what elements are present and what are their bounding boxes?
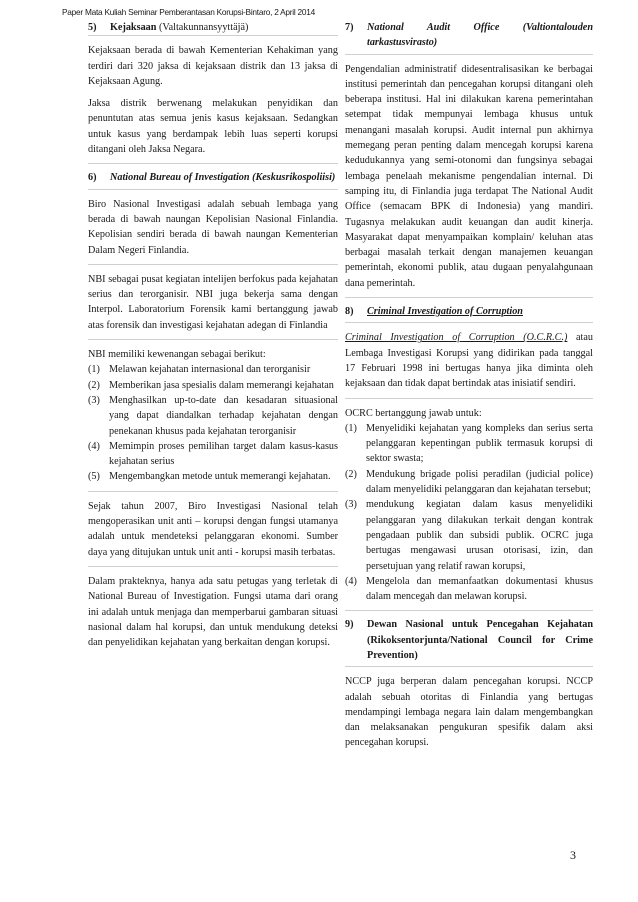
- section-number: 6): [88, 172, 97, 184]
- section-8-body: [345, 323, 593, 397]
- paragraph: Kejaksaan berada di bawah Kementerian Kehakiman yang terdiri dari 320 jaksa di kejaksaan distrik dan 13 jaksa di Kejaksaan Agung.: [88, 45, 338, 87]
- divider: [345, 297, 593, 298]
- section-subtitle: (Valtakunnansyyttäjä): [158, 22, 249, 33]
- paragraph: NBI sebagai pusat kegiatan intelijen berfokus pada kejahatan serius dan terorganisir. NBI juga bekerja sama dengan Interpol. Laboratorium Forensik kami bertanggung jawab atas forensik dan investigasi kejahatan adegan di Finlandia: [88, 273, 338, 331]
- nbi-authority-list: [88, 362, 338, 484]
- section-number: 5): [88, 22, 97, 33]
- list-item: (5) Mengembangkan metode untuk memerangi kejahatan.: [88, 471, 331, 483]
- section-6-heading: [88, 170, 338, 185]
- section-6-body: [88, 567, 338, 656]
- paragraph: Biro Nasional Investigasi adalah sebuah lembaga yang berada di bawah naungan Kepolisian Nasional Finlandia. Kepolisian sendiri berada di bawah naungan Kementerian Dalam Negeri Finlandia.: [88, 198, 338, 256]
- page-header: Paper Mata Kuliah Seminar Pemberantasan Korupsi-Bintaro, 2 April 2014: [62, 7, 316, 17]
- list-item: (1) Melawan kejahatan internasional dan terorganisir: [88, 364, 311, 376]
- paragraph: OCRC bertanggung jawab untuk:: [345, 407, 482, 419]
- section-title: Dewan Nasional untuk Pencegahan Kejahatan (Rikoksentorjunta/National Council for Crime Prevention): [367, 619, 593, 661]
- section-6-body: [88, 190, 338, 264]
- section-5-heading: [88, 20, 338, 35]
- right-column: [345, 20, 593, 757]
- section-7-heading: [345, 20, 593, 51]
- section-number: 8): [345, 306, 354, 318]
- paragraph: Pengendalian administratif didesentralisasikan ke berbagai institusi pemerintah dan pencegahan korupsi ditangani oleh beberapa institusi. Hal ini dilakukan karena pemerintahan setempat tidak mempunyai lembaga khusus untuk menangani masalah korupsi. Audit internal pun akhirnya memegang peran penting dalam mencegah korupsi karena kedudukannya yang semi-otonomi dan fungsinya sebagai lembaga penelaah mekanisme pengendalian internal. Di samping itu, di Finlandia juga terdapat The National Audit Office (semacam BPK di Indonesia) yang mandiri. Tugasnya melakukan audit keuangan dan audit kinerja. Masyarakat dapat menyampaikan komplain/ keluhan atas berbagai masalah terkait dengan manajemen keuangan pemerintah, ekonomi publik, atau dugaan penyalahgunaan dana pemerintah.: [345, 63, 593, 289]
- section-6-body: [88, 492, 338, 566]
- section-8-list-block: [345, 399, 593, 611]
- section-7-body: [345, 55, 593, 297]
- paragraph: Dalam prakteknya, hanya ada satu petugas yang terletak di National Bureau of Investigation. Fungsi utama dari orang ini adalah untuk menjaga dan memperbarui gambaran situasi nasional dalam hal korupsi, dan untuk mendukung deteksi dan penyelidikan kejahatan yang berkaitan dengan korupsi.: [88, 575, 338, 649]
- list-item: (4) Memimpin proses pemilihan target dalam kasus-kasus kejahatan serius: [88, 440, 338, 468]
- ocrc-responsibility-list: [345, 421, 593, 605]
- section-title: National Audit Office (Valtiontalouden tarkastusvirasto): [367, 22, 593, 49]
- section-9-body: [345, 667, 593, 756]
- section-6-list-block: [88, 340, 338, 491]
- page-number: 3: [570, 848, 576, 862]
- paragraph: NBI memiliki kewenangan sebagai berikut:: [88, 349, 266, 361]
- section-number: 7): [345, 22, 354, 33]
- section-title: National Bureau of Investigation (Keskusrikospoliisi): [110, 172, 336, 184]
- paragraph: NCCP juga berperan dalam pencegahan korupsi. NCCP adalah sebuah otoritas di Finlandia yang bertugas mendampingi lembaga negara lain dalam mengembangkan dan melaksanakan pengukuran spesifik dalam aksi pencegahan korupsi.: [345, 676, 593, 749]
- divider: [345, 610, 593, 611]
- section-5-body: [88, 36, 338, 163]
- list-item: (2) Memberikan jasa spesialis dalam memerangi kejahatan: [88, 379, 334, 391]
- paragraph: Jaksa distrik berwenang melakukan penyidikan dan penuntutan atas semua jenis kasus kejaksaan. Sedangkan untuk kasus yang berdampak lebih luas seperti korupsi ditangani oleh Jaksa Negara.: [88, 98, 338, 156]
- list-item: (4) Mengelola dan memanfaatkan dokumentasi khusus dalam mencegah dan melawan korupsi.: [345, 575, 593, 603]
- list-item: (3) mendukung kegiatan dalam kasus menyelidiki pelanggaran yang dilakukan terkait dengan kontrak pengadaan publik dan subsidi publik. OCRC juga bertugas mengawasi urusan otorisasi, izin, dan persetujuan yang relatif rawan korupsi,: [345, 499, 593, 572]
- section-number: 9): [345, 619, 354, 631]
- section-title: Criminal Investigation of Corruption: [367, 306, 523, 318]
- list-item: (2) Mendukung brigade polisi peradilan (judicial police) dalam menyelidiki pelanggaran dan kejahatan tersebut;: [345, 468, 593, 496]
- section-title: Kejaksaan: [110, 22, 157, 33]
- section-6-body: [88, 265, 338, 339]
- list-item: (3) Menghasilkan up-to-date dan kesadaran situasional yang dapat diandalkan terhadap kejahatan dengan penekanan khusus pada kejahatan terorganisir: [88, 394, 338, 437]
- paragraph: Criminal Investigation of Corruption (O.C.R.C.) atau Lembaga Investigasi Korupsi yang didirikan pada tanggal 17 Februari 1998 ini bertugas hanya jika diminta oleh kejaksaan dan tidak dapat bertindak atas inisiatif sendiri.: [345, 332, 593, 390]
- left-column: [88, 20, 338, 656]
- section-9-heading: [345, 617, 593, 663]
- list-item: (1) Menyelidiki kejahatan yang kompleks dan serius serta pelanggaran kepentingan publik termasuk korupsi di sektor swasta;: [345, 422, 593, 465]
- paragraph: Sejak tahun 2007, Biro Investigasi Nasional telah mengoperasikan unit anti – korupsi dengan fungsi utamanya adalah untuk mendeteksi pelanggaran ekonomi. Sumber daya yang ditujukan untuk unit anti - korupsi masih terbatas.: [88, 500, 338, 558]
- section-8-heading: [345, 304, 593, 319]
- divider: [88, 163, 338, 164]
